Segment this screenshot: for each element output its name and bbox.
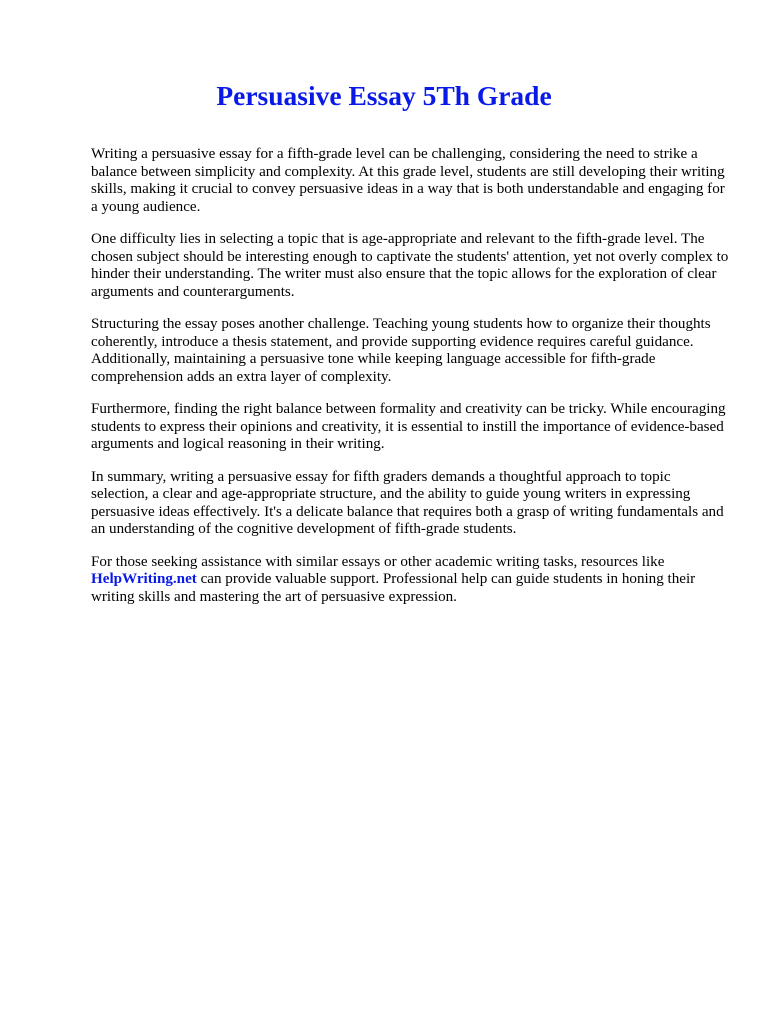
- closing-text-after-link: can provide valuable support. Professional help can guide students in honing their writing skills and mastering the art of persuasive expression.: [91, 571, 696, 605]
- helpwriting-link[interactable]: HelpWriting.net: [91, 571, 197, 587]
- paragraph-3: Structuring the essay poses another challenge. Teaching young students how to organize their thoughts coherently, introduce a thesis statement, and provide supporting evidence requires careful guidance. Additionally, maintaining a persuasive tone while keeping language accessible for fifth-grade comprehension adds an extra layer of complexity.: [91, 316, 711, 385]
- paragraph-1: Writing a persuasive essay for a fifth-grade level can be challenging, considering the need to strike a balance between simplicity and complexity. At this grade level, students are still developing their writing skills, making it crucial to convey persuasive ideas in a way that is both understandable and engaging for a young audience.: [91, 146, 725, 215]
- closing-text-before-link: For those seeking assistance with similar essays or other academic writing tasks, resources like: [91, 553, 665, 570]
- paragraph-5: In summary, writing a persuasive essay for fifth graders demands a thoughtful approach to topic selection, a clear and age-appropriate structure, and the ability to guide young writers in expressing persuasive ideas effectively. It's a delicate balance that requires both a grasp of writing fundamentals and an understanding of the cognitive development of fifth-grade students.: [91, 468, 724, 537]
- paragraph-4: Furthermore, finding the right balance between formality and creativity can be tricky. While encouraging students to express their opinions and creativity, it is essential to instill the importance of evidence-based arguments and logical reasoning in their writing.: [91, 401, 726, 452]
- document-body: [91, 146, 728, 606]
- paragraph-2: One difficulty lies in selecting a topic that is age-appropriate and relevant to the fifth-grade level. The chosen subject should be interesting enough to captivate the students' attention, yet not overly complex to hinder their understanding. The writer must also ensure that the topic allows for the exploration of clear arguments and counterarguments.: [91, 231, 729, 300]
- closing-paragraph: [91, 554, 731, 607]
- document-title: Persuasive Essay 5Th Grade: [216, 80, 552, 111]
